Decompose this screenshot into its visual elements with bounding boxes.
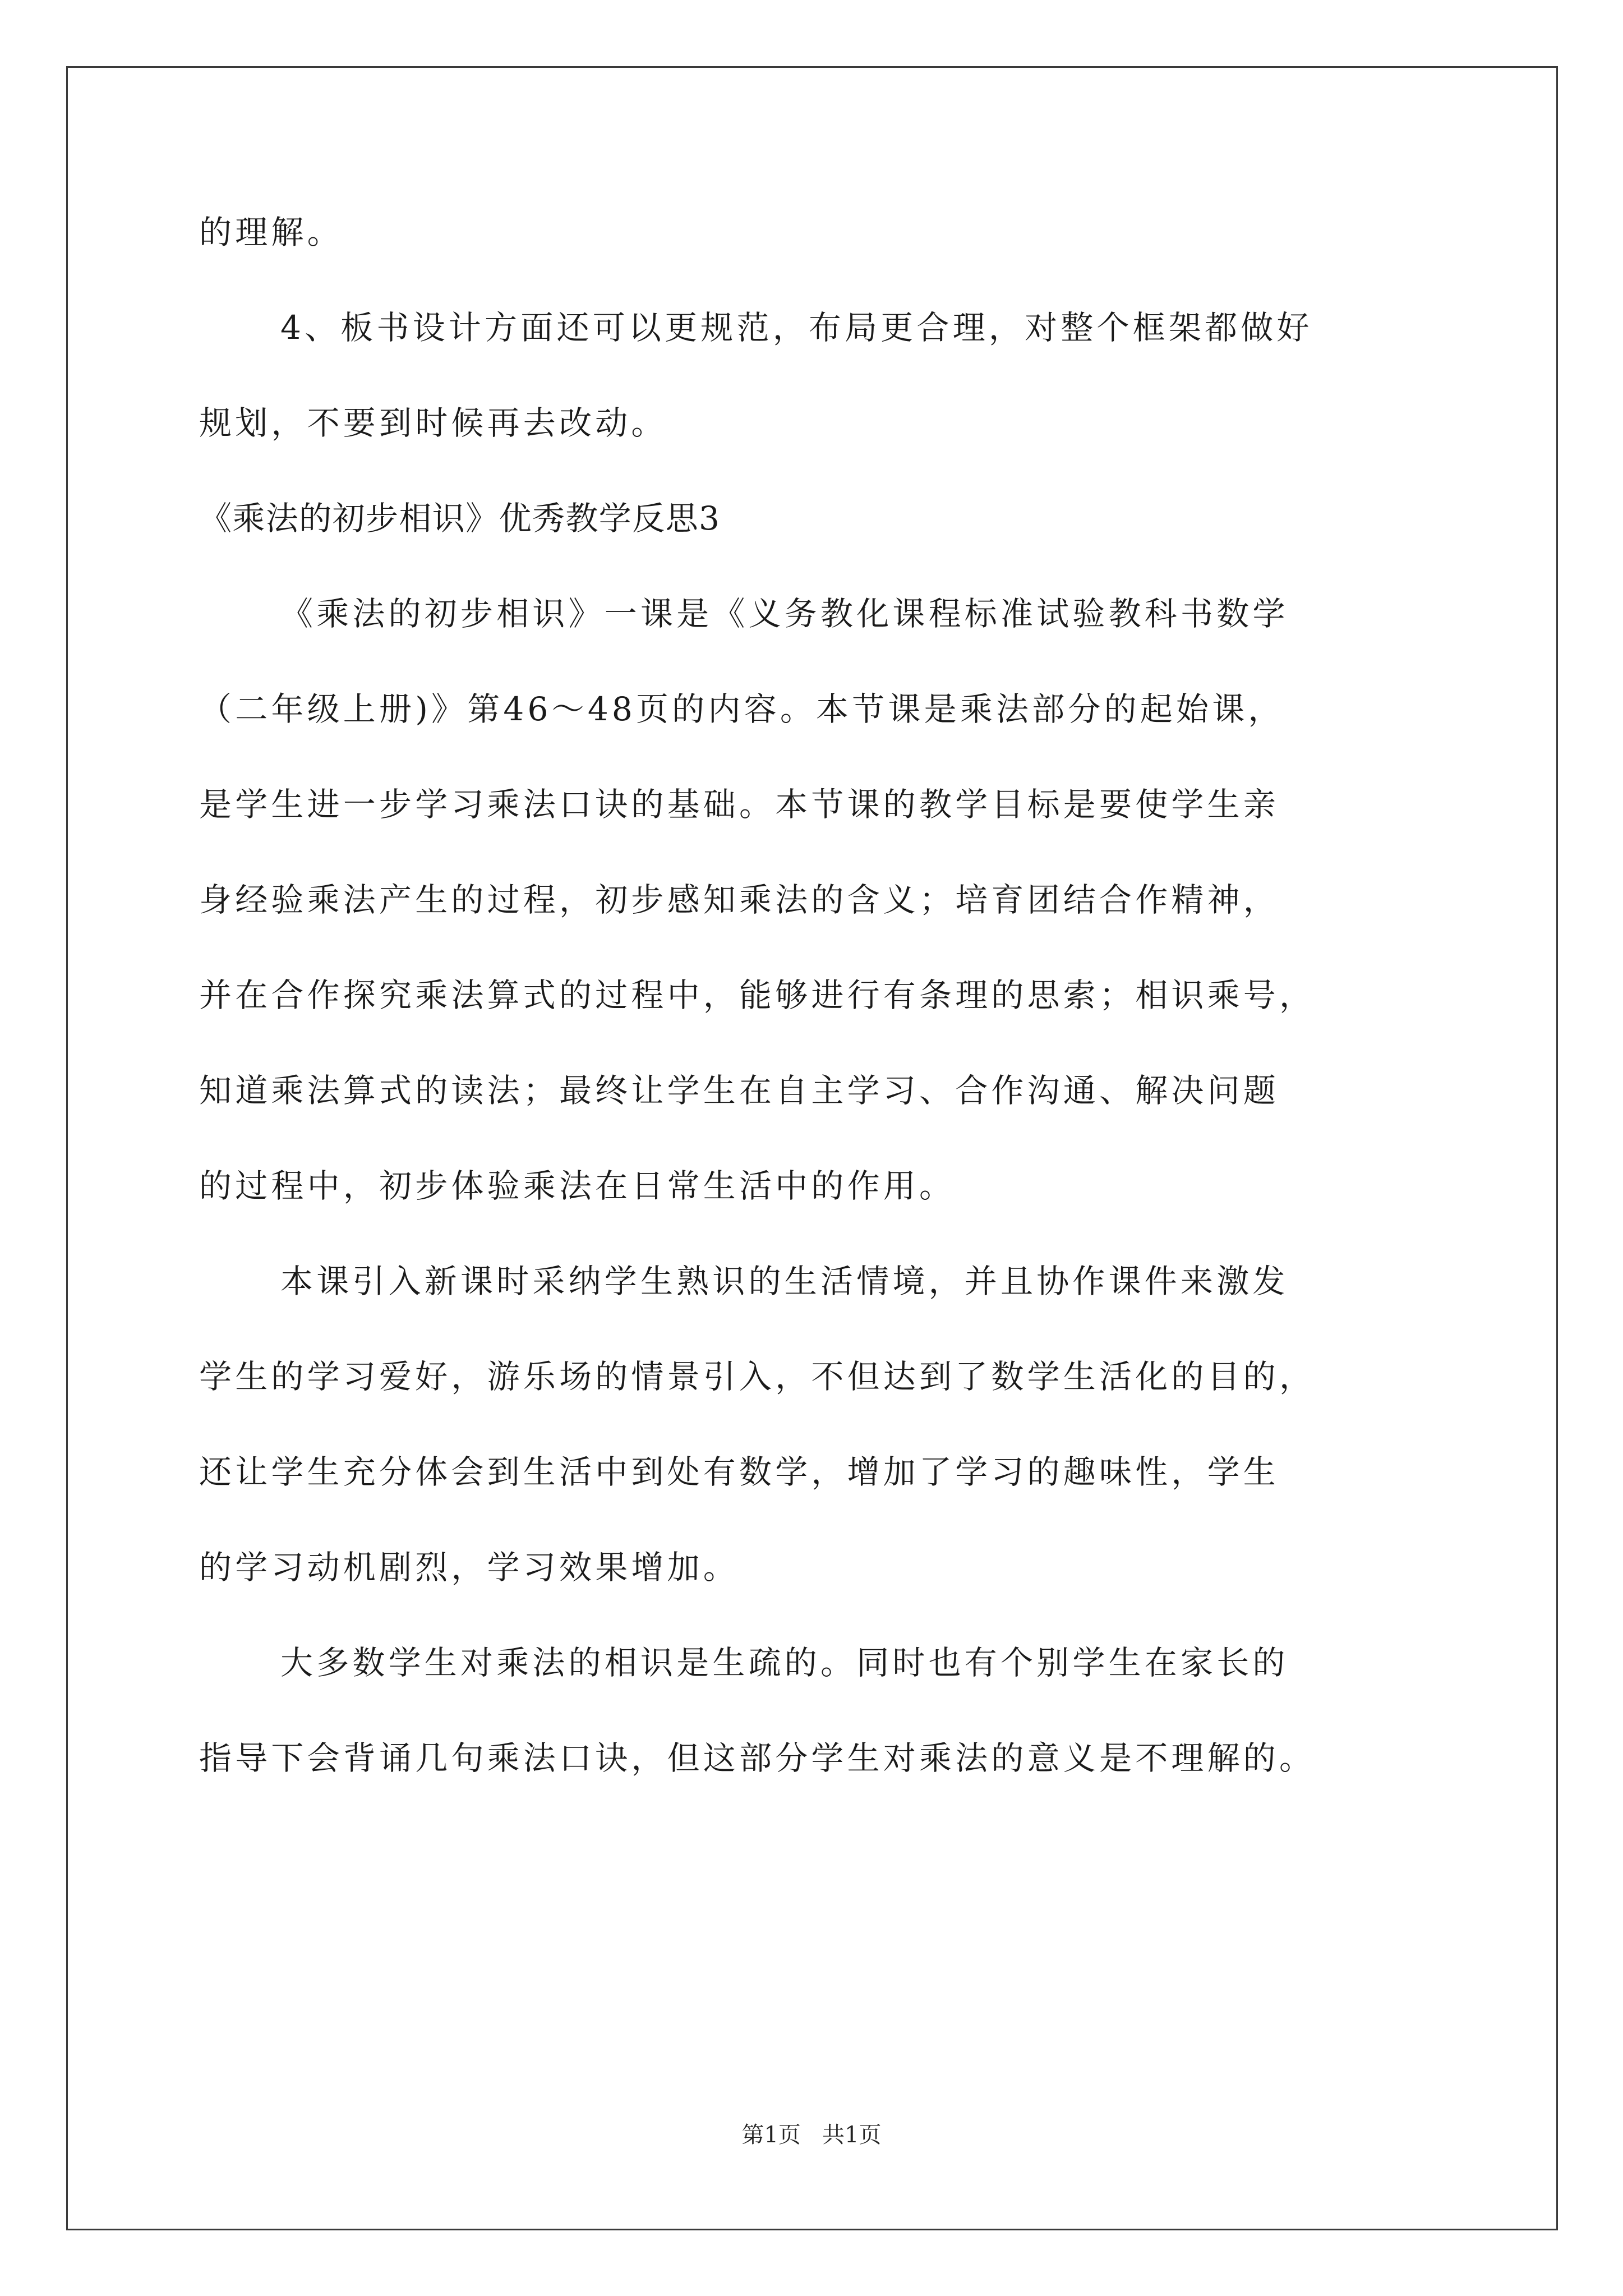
page-border bbox=[66, 66, 1558, 2230]
text-line: 知道乘法算式的读法；最终让学生在自主学习、合作沟通、解决问题 bbox=[199, 1071, 1280, 1110]
text-line: 规划，不要到时候再去改动。 bbox=[199, 404, 667, 442]
text-line: 学生的学习爱好，游乐场的情景引入，不但达到了数学生活化的目的， bbox=[199, 1358, 1316, 1396]
text-line: 的学习动机剧烈，学习效果增加。 bbox=[199, 1548, 740, 1586]
text-line: 大多数学生对乘法的相识是生疏的。同时也有个别学生在家长的 bbox=[280, 1644, 1289, 1682]
text-line: 身经验乘法产生的过程，初步感知乘法的含义；培育团结合作精神， bbox=[199, 881, 1280, 919]
text-line: 指导下会背诵几句乘法口诀，但这部分学生对乘法的意义是不理解的。 bbox=[199, 1739, 1316, 1777]
text-line: 《乘法的初步相识》一课是《义务教化课程标准试验教科书数学 bbox=[280, 595, 1289, 633]
text-line: 并在合作探究乘法算式的过程中，能够进行有条理的思索；相识乘号， bbox=[199, 976, 1316, 1014]
text-line: 还让学生充分体会到生活中到处有数学，增加了学习的趣味性，学生 bbox=[199, 1453, 1280, 1491]
text-line: （二年级上册)》第46～48页的内容。本节课是乘法部分的起始课， bbox=[199, 690, 1284, 728]
text-line: 的过程中，初步体验乘法在日常生活中的作用。 bbox=[199, 1167, 956, 1205]
section-heading: 《乘法的初步相识》优秀教学反思3 bbox=[199, 499, 721, 537]
text-line: 本课引入新课时采纳学生熟识的生活情境，并且协作课件来激发 bbox=[280, 1262, 1289, 1300]
text-line: 的理解。 bbox=[199, 213, 343, 251]
text-line: 是学生进一步学习乘法口诀的基础。本节课的教学目标是要使学生亲 bbox=[199, 785, 1280, 823]
text-line: 4、板书设计方面还可以更规范，布局更合理，对整个框架都做好 bbox=[280, 309, 1313, 347]
page-footer: 第1页 共1页 bbox=[741, 2122, 882, 2148]
